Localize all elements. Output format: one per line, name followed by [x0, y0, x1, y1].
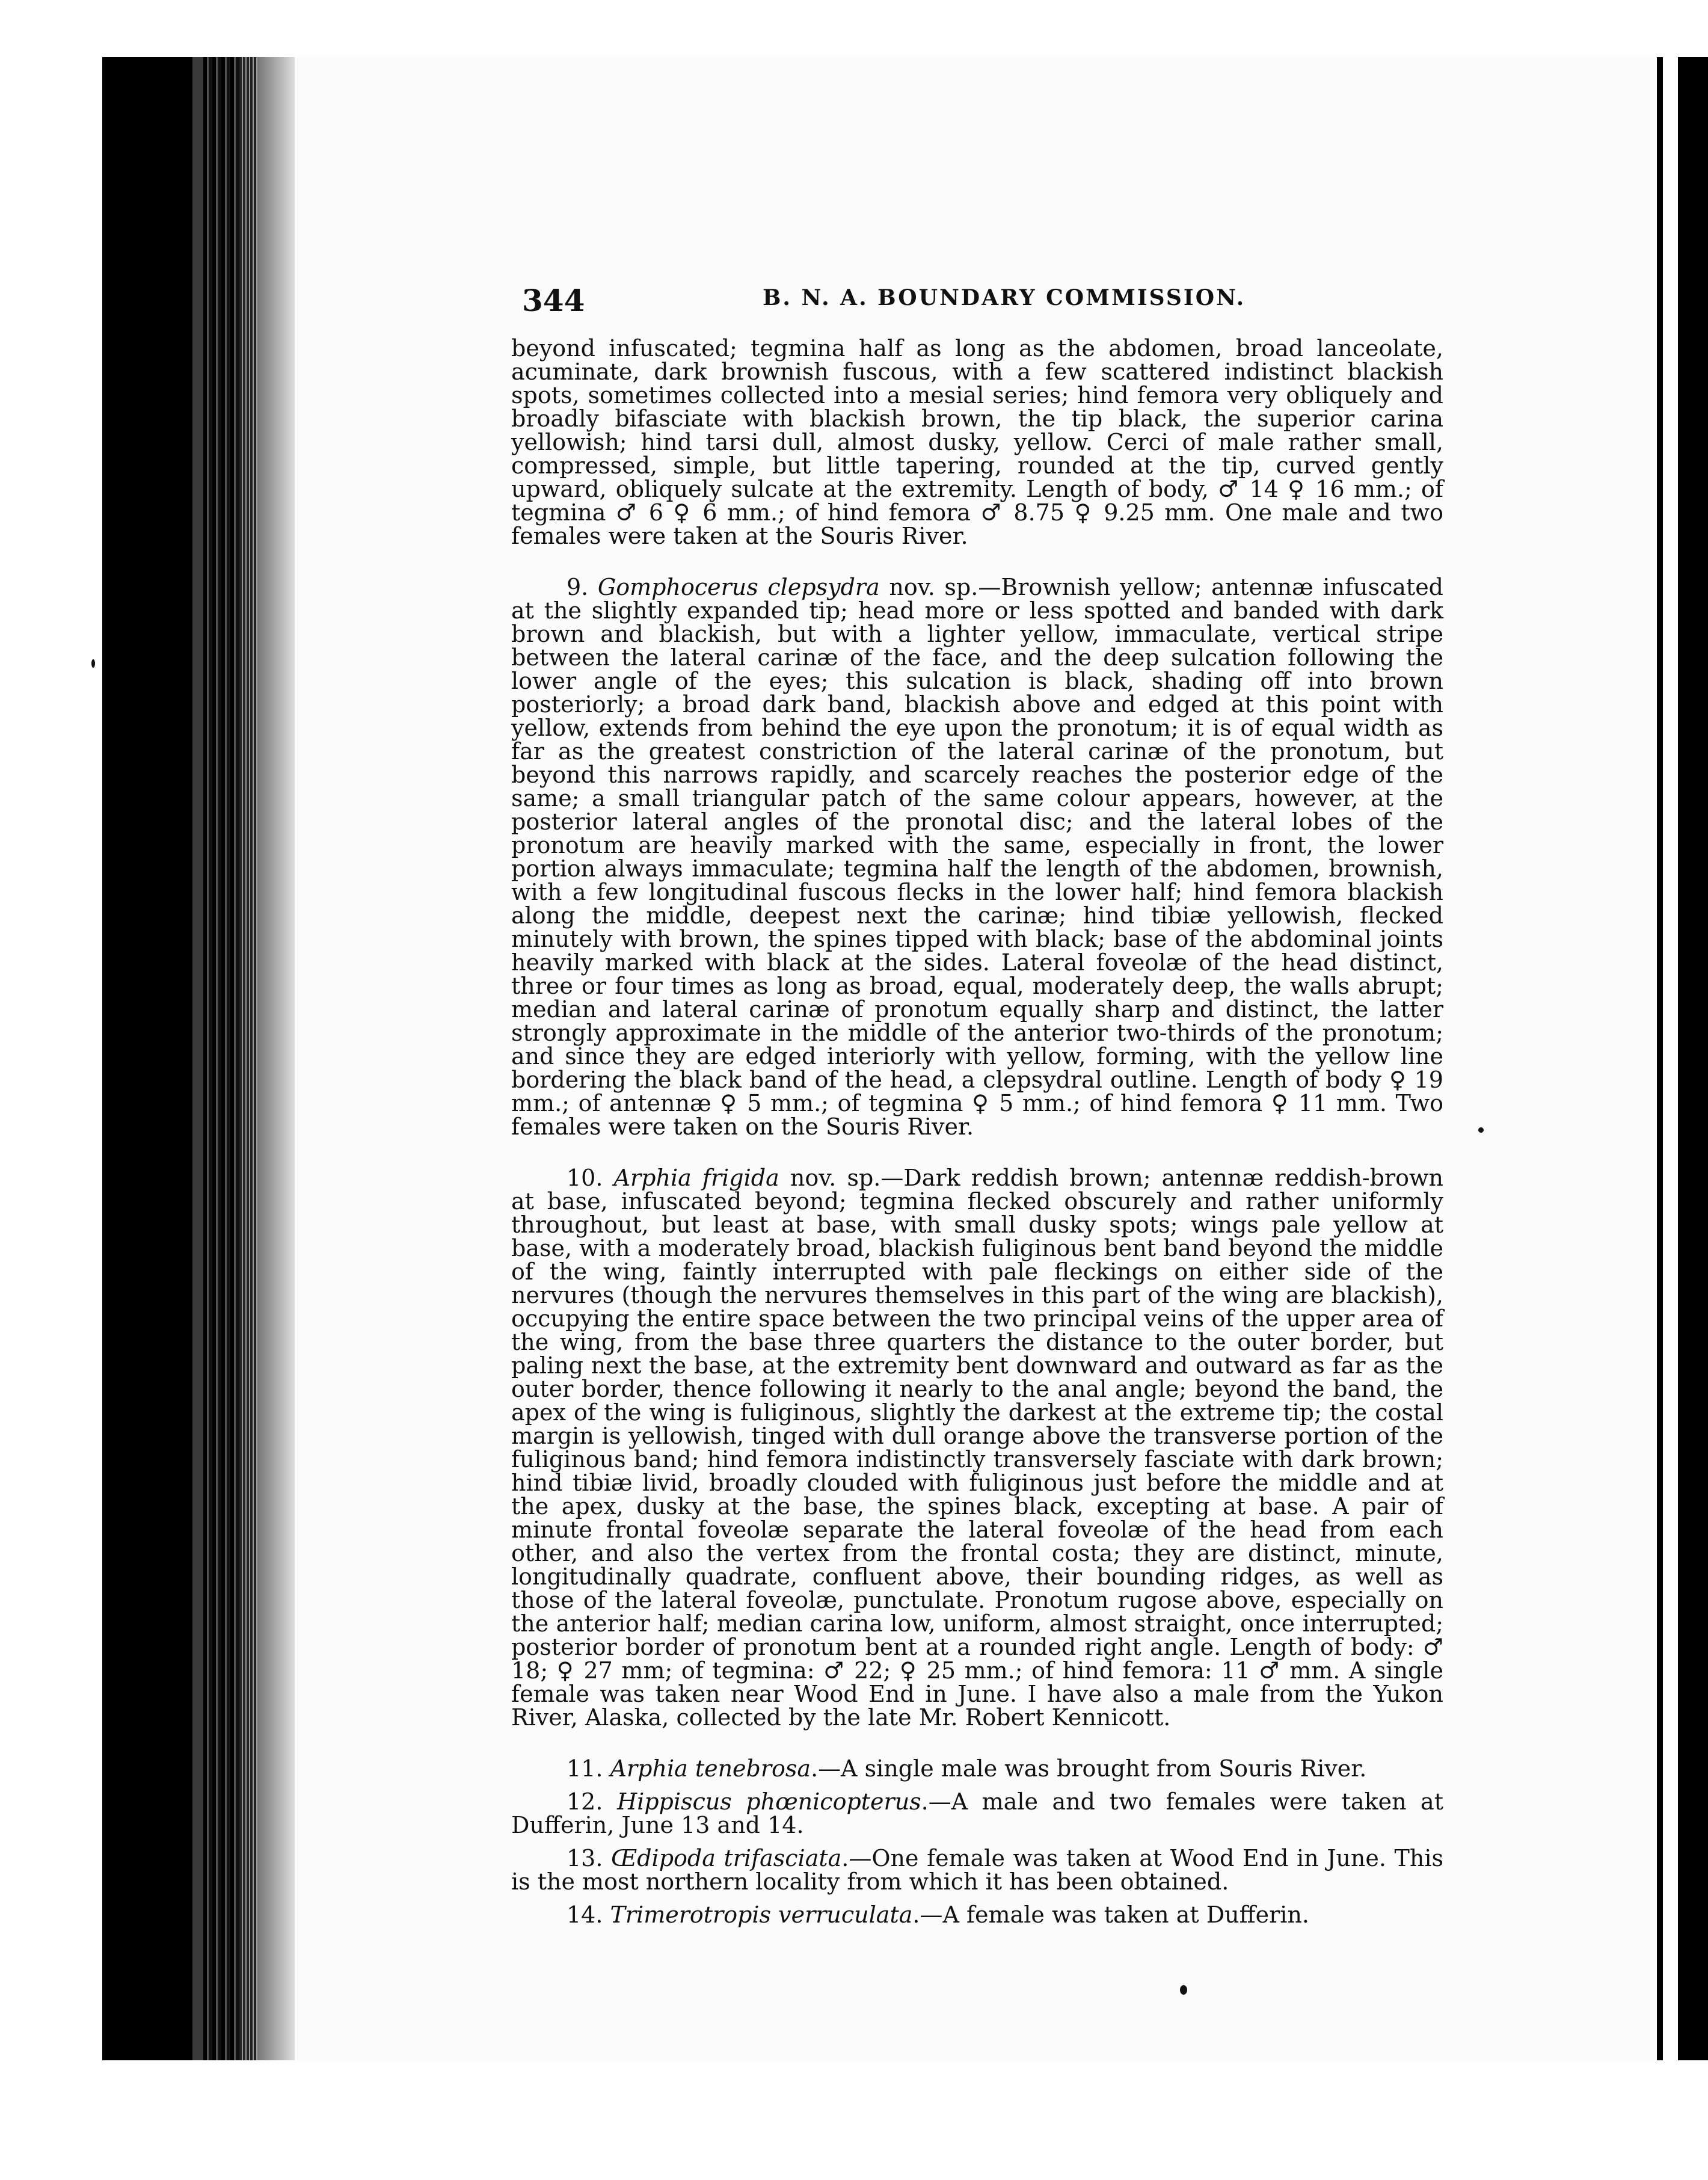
page-header — [522, 283, 1246, 331]
ink-speck — [1478, 1127, 1484, 1133]
page-edges-inner — [239, 57, 257, 2060]
species-name: Arphia tenebrosa — [610, 1755, 811, 1782]
ink-speck — [1180, 1985, 1187, 1995]
spine-shadow — [102, 57, 192, 2060]
paragraph-continuation — [511, 337, 1443, 548]
paragraph-text: .—One female was taken at Wood End in June. This is the most northern locality from which it has been obtained. — [511, 1845, 1443, 1895]
gutter-shadow — [257, 57, 295, 2060]
page-edges — [203, 57, 239, 2060]
paragraph-species-12 — [511, 1790, 1443, 1837]
paragraph-text: .—A male and two females were taken at Dufferin, June 13 and 14. — [511, 1788, 1443, 1838]
running-head: B. N. A. BOUNDARY COMMISSION. — [763, 285, 1246, 310]
paragraph-species-11 — [511, 1757, 1443, 1781]
paragraph-species-13 — [511, 1847, 1443, 1894]
right-page-edge — [1657, 57, 1663, 2060]
paragraph-text: beyond infuscated; tegmina half as long as the abdomen, broad lanceolate, acuminate, dark brownish fuscous, with a few scattered indistinct blackish spots, sometimes collected into a mesial series; hind femora very obliquely and broadly bifasciate with blackish brown, the tip black, the superior carina yellowish; hind tarsi dull, almost dusky, yellow. Cerci of male rather small, compressed, simple, but little tapering, rounded at the tip, curved gently upward, obliquely sulcate at the extremity. Length of body, ♂ 14 ♀ 16 mm.; of tegmina ♂ 6 ♀ 6 mm.; of hind femora ♂ 8.75 ♀ 9.25 mm. One male and two females were taken at the Souris River. — [511, 335, 1443, 549]
paragraph-text: .—A female was taken at Dufferin. — [912, 1901, 1310, 1928]
paragraph-species-14 — [511, 1903, 1443, 1927]
body-text — [511, 337, 1443, 1936]
page-number: 344 — [522, 283, 585, 318]
species-name: Œdipoda trifasciata — [611, 1845, 842, 1871]
species-number: 10. — [567, 1165, 603, 1191]
paragraph-text: .—A single male was brought from Souris River. — [811, 1755, 1367, 1782]
species-name: Trimerotropis verruculata — [610, 1901, 913, 1928]
species-name: Gomphocerus clepsydra — [597, 574, 880, 600]
species-number: 12. — [567, 1788, 603, 1815]
species-number: 9. — [567, 574, 589, 600]
species-name: Hippiscus phœnicopterus — [616, 1788, 921, 1815]
ink-speck — [91, 659, 95, 668]
book-spine — [0, 0, 295, 2180]
species-name: Arphia frigida — [613, 1165, 779, 1191]
species-number: 11. — [567, 1755, 603, 1782]
paragraph-text: nov. sp.—Dark reddish brown; antennæ reddish-brown at base, infuscated beyond; tegmina flecked obscurely and rather uniformly throughout, but least at base, with small dusky spots; wings pale yellow at base, with a moderately broad, blackish fuliginous bent band beyond the middle of the wing, faintly interrupted with pale fleckings on either side of the nervures (though the nervures themselves in this part of the wing are blackish), occupying the entire space between the two principal veins of the upper area of the wing, from the base three quarters the distance to the outer border, but paling next the base, at the extremity bent downward and outward as far as the outer border, thence following it nearly to the anal angle; beyond the band, the apex of the wing is fuliginous, slightly the darkest at the extreme tip; the costal margin is yellowish, tinged with dull orange above the transverse portion of the fuliginous band; hind femora indistinctly transversely fasciate with dark brown; hind tibiæ livid, broadly clouded with fuliginous just before the middle and at the apex, dusky at the base, the spines black, excepting at base. A pair of minute frontal foveolæ separate the lateral foveolæ of the head from each other, and also the vertex from the frontal costa; they are distinct, minute, longitudinally quadrate, confluent above, their bounding ridges, as well as those of the lateral foveolæ, punctulate. Pronotum rugose above, especially on the anterior half; median carina low, uniform, almost straight, once interrupted; posterior border of pronotum bent at a rounded right angle. Length of body: ♂ 18; ♀ 27 mm; of tegmina: ♂ 22; ♀ 25 mm.; of hind femora: 11 ♂ mm. A single female was taken near Wood End in June. I have also a male from the Yukon River, Alaska, collected by the late Mr. Robert Kennicott. — [511, 1165, 1443, 1731]
paragraph-text: nov. sp.—Brownish yellow; antennæ infuscated at the slightly expanded tip; head more or less spotted and banded with dark brown and blackish, but with a lighter yellow, immaculate, vertical stripe between the lateral carinæ of the face, and the deep sulcation following the lower angle of the eyes; this sulcation is black, shading off into brown posteriorly; a broad dark band, blackish above and edged at this point with yellow, extends from behind the eye upon the pronotum; it is of equal width as far as the greatest constriction of the lateral carinæ of the pronotum, but beyond this narrows rapidly, and scarcely reaches the posterior edge of the same; a small triangular patch of the same colour appears, however, at the posterior lateral angles of the pronotal disc; and the lateral lobes of the pronotum are heavily marked with the same, especially in front, the lower portion always immaculate; tegmina half the length of the abdomen, brownish, with a few longitudinal fuscous flecks in the lower half; hind femora blackish along the middle, deepest next the carinæ; hind tibiæ yellowish, flecked minutely with brown, the spines tipped with black; base of the abdominal joints heavily marked with black at the sides. Lateral foveolæ of the head distinct, three or four times as long as broad, equal, moderately deep, the walls abrupt; median and lateral carinæ of pronotum equally sharp and distinct, the latter strongly approximate in the middle of the anterior two-thirds of the pronotum; and since they are edged interiorly with yellow, forming, with the yellow line bordering the black band of the head, a clepsydral outline. Length of body ♀ 19 mm.; of antennæ ♀ 5 mm.; of tegmina ♀ 5 mm.; of hind femora ♀ 11 mm. Two females were taken on the Souris River. — [511, 574, 1444, 1140]
paragraph-species-9 — [511, 576, 1443, 1139]
spine-edge — [192, 57, 203, 2060]
species-number: 14. — [567, 1901, 603, 1928]
species-number: 13. — [567, 1845, 603, 1871]
right-border — [1678, 57, 1708, 2060]
paragraph-species-10 — [511, 1166, 1443, 1729]
